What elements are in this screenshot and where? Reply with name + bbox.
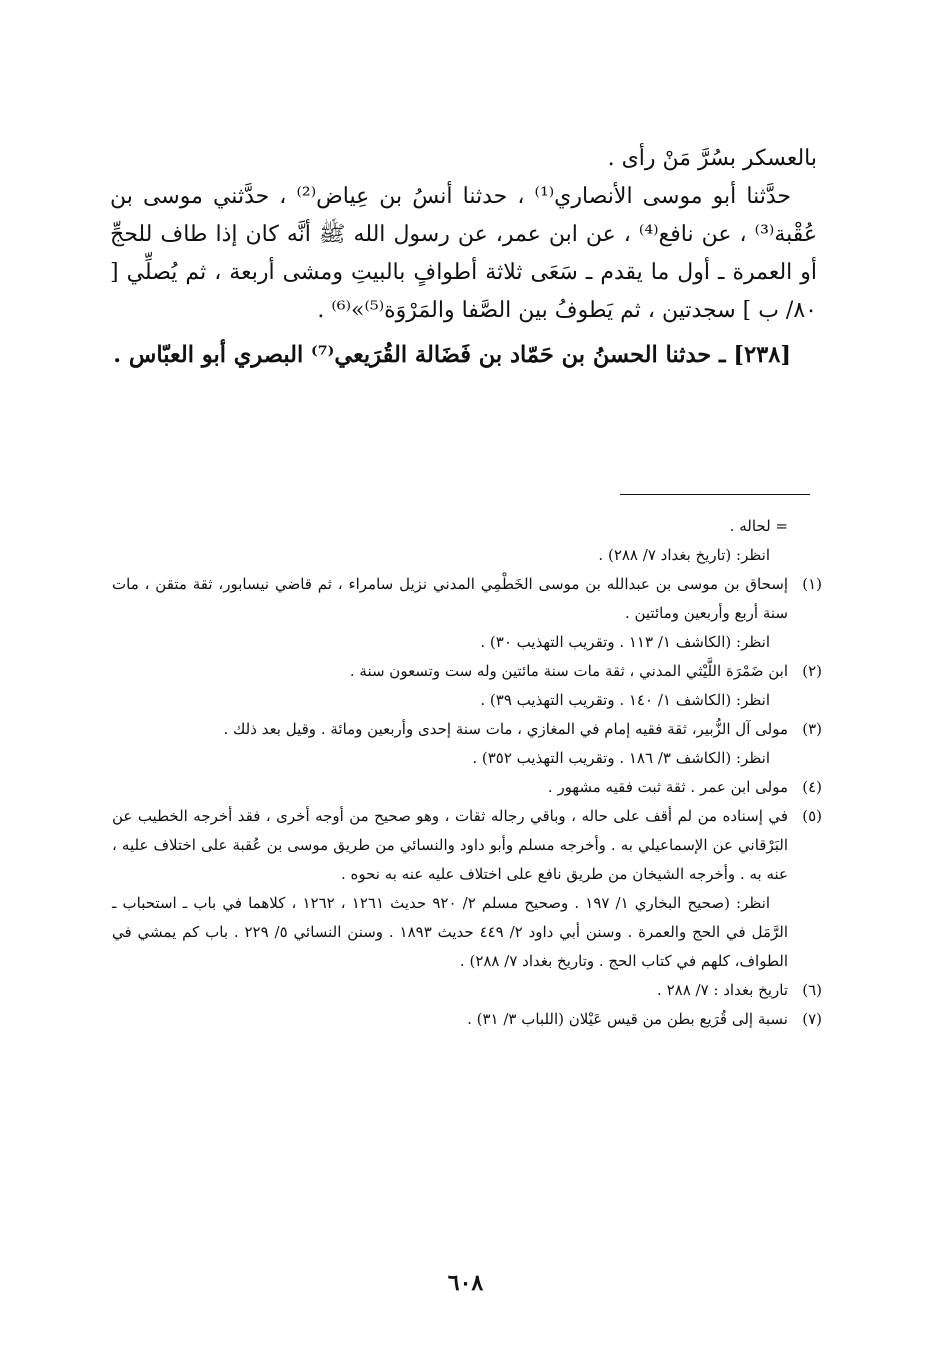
footnote [112,715,822,773]
footnote-number: (١) [802,575,822,593]
footnote [112,802,822,976]
footnote-reference: انظر: (الكاشف ١/ ١٤٠ . وتقريب التهذيب ٣٩) . [480,691,770,709]
footnote-text: مولى آل الزُّبير، ثقة فقيه إمام في المغازي ، مات سنة إحدى وأربعين ومائة . وقيل بعد ذلك . [223,720,788,738]
footnote-reference: انظر: (تاريخ بغداد ٧/ ٢٨٨) . [598,546,770,564]
footnote-text: نسبة إلى قُرَيع بطن من قيس عَيْلان (اللباب ٣/ ٣١) . [467,1010,788,1028]
text-line: بالعسكر بسُرَّ مَنْ رأى . [607,146,817,171]
footnote-number: (٣) [802,720,822,738]
hadith-paragraph: حدَّثنا أبو موسى الأنصاري⁽¹⁾ ، حدثنا أنسُ بن عِياض⁽²⁾ ، حدَّثني موسى بن عُقْبة⁽³⁾ ، عن نافع⁽⁴⁾ ، عن ابن عمر، عن رسول الله ﷺ أنَّه كان إذا طاف للحجِّ أو العمرة ـ أول ما يقدم ـ سَعَى ثلاثة أطوافٍ بالبيتِ ومشى أربعة ، ثم يُصلِّي [ ٨٠/ ب ] سجدتين ، ثم يَطوفُ بين الصَّفا والمَرْوَة⁽⁵⁾»⁽⁶⁾ . [110,184,818,323]
footnote [112,657,822,715]
footnote-text: مولى ابن عمر . ثقة ثبت فقيه مشهور . [547,778,788,796]
footnote-text: ابن ضَمْرَة اللَّيْثي المدني ، ثقة مات سنة مائتين وله ست وتسعون سنة . [349,662,788,680]
footnote-text: = لحاله . [729,517,788,535]
footnote-continuation [112,512,822,570]
page-number: ٦٠٨ [447,1270,484,1296]
footnote [112,1005,822,1034]
footnotes [112,512,822,1034]
footnote-reference: انظر: (صحيح البخاري ١/ ١٩٧ . وصحيح مسلم ٢/ ٩٢٠ حديث ١٢٦١ ، ١٢٦٢ ، كلاهما في باب ـ استحباب ـ الرَّمَل في الحج والعمرة . وسنن أبي داود ٢/ ٤٤٩ حديث ١٨٩٣ . وسنن النسائي ٥/ ٢٢٩ . باب كم يمشي في الطواف، كلهم في كتاب الحج . وتاريخ بغداد ٧/ ٢٨٨) . [112,894,788,970]
narration-heading: [٢٣٨] ـ حدثنا الحسنُ بن حَمّاد بن فَضَالة القُرَيعي⁽⁷⁾ البصري أبو العبّاس . [113,342,791,368]
footnote-text: تاريخ بغداد : ٧/ ٢٨٨ . [657,981,788,999]
main-text [110,140,817,374]
footnote-text: في إسناده من لم أقف على حاله ، وباقي رجاله ثقات ، وهو صحيح من أوجه أخرى ، فقد أخرجه الخطيب عن البَرْقاني عن الإسماعيلي به . وأخرجه مسلم وأبو داود والنسائي من طريق موسى بن عُقبة على اختلاف عليه ، عنه به . وأخرجه الشيخان من طريق نافع على اختلاف عليه عنه به نحوه . [112,807,788,883]
footnote [112,773,822,802]
footnote-number: (٦) [802,981,822,999]
footnote [112,570,822,657]
footnote-number: (٢) [802,662,822,680]
footnote-number: (٧) [802,1010,822,1028]
footnote [112,976,822,1005]
footnote-text: إسحاق بن موسى بن عبدالله بن موسى الخَطْمِي المدني نزيل سامراء ، ثم قاضي نيسابور، ثقة متقن ، مات سنة أربع وأربعين ومائتين . [112,575,788,622]
footnote-reference: انظر: (الكاشف ١/ ١١٣ . وتقريب التهذيب ٣٠) . [480,633,770,651]
footnote-number: (٤) [802,778,822,796]
footnote-number: (٥) [802,807,822,825]
footnote-reference: انظر: (الكاشف ٣/ ١٨٦ . وتقريب التهذيب ٣٥٢) . [472,749,770,767]
footnote-separator [620,494,810,495]
